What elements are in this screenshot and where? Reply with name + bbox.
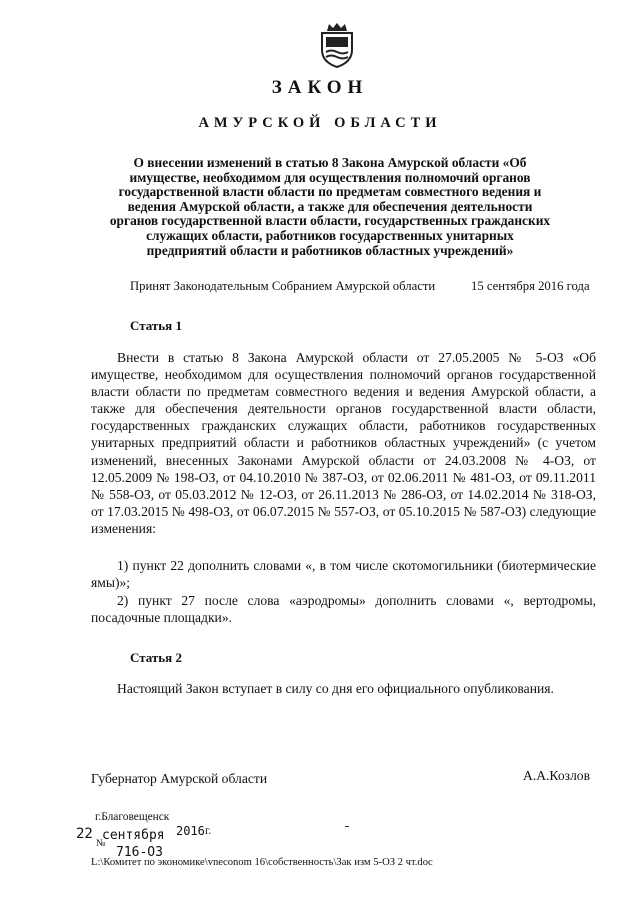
footer-number-sign: № xyxy=(96,838,106,849)
signature-position: Губернатор Амурской области xyxy=(91,771,268,786)
article-2-paragraph: Настоящий Закон вступает в силу со дня его официального опубликования. xyxy=(117,681,554,696)
footer-year: 2016 xyxy=(176,824,205,838)
article-1-heading: Статья 1 xyxy=(130,318,182,333)
article-1-paragraph: Внести в статью 8 Закона Амурской области от 27.05.2005 № 5-ОЗ «Об имуществе, необходимом для осуществления полномочий органов государственной власти области по предметам совместного ведения и ведения Амурской области, а также для обеспечения деятельности органов государственной власти области, государственных гражданских служащих области, работников государственных унитарных предприятий области и работников областных учреждений» (с учетом изменений, внесенных Законами Амурской области от 24.03.2008 № 4-ОЗ, от 12.05.2009 № 198-ОЗ, от 04.10.2010 № 387-ОЗ, от 02.06.2011 № 481-ОЗ, от 09.11.2011 № 558-ОЗ, от 05.03.2012 № 12-ОЗ, от 26.11.2013 № 286-ОЗ, от 14.02.2014 № 318-ОЗ, от 17.03.2015 № 498-ОЗ, от 06.07.2015 № 557-ОЗ, от 05.10.2015 № 587-ОЗ) следующие изменения: xyxy=(91,350,596,536)
footer-filepath: L:\Комитет по экономике\vneconom 16\собственность\Зак изм 5-ОЗ 2 чт.doc xyxy=(91,857,433,868)
document-title: ЗАКОН xyxy=(271,77,369,98)
article-1-item-1: 1) пункт 22 дополнить словами «, в том числе скотомогильники (биотермические ямы)»; xyxy=(91,558,596,591)
article-2-heading: Статья 2 xyxy=(130,650,182,665)
article-1-item-2: 2) пункт 27 после слова «аэродромы» дополнить словами «, вертодромы, посадочные площадки». xyxy=(91,593,596,626)
heading-line: органов государственной власти области, государственных гражданских xyxy=(109,213,551,229)
footer-law-number: 716-ОЗ xyxy=(116,845,163,860)
amur-coat-of-arms-icon xyxy=(318,20,356,68)
adopted-date: 15 сентября 2016 года xyxy=(471,279,590,293)
heading-line: имуществе, необходимом для осуществления полномочий органов xyxy=(129,169,531,185)
signature-name: А.А.Козлов xyxy=(523,768,590,783)
footer-year-suffix: г. xyxy=(205,825,212,837)
heading-line: ведения Амурской области, а также для обеспечения деятельности xyxy=(127,198,533,214)
heading-line: предприятий области и работников областных учреждений» xyxy=(146,242,514,258)
heading-line: О внесении изменений в статью 8 Закона Амурской области «Об xyxy=(133,155,527,170)
footer-month: сентября xyxy=(102,828,165,843)
stray-mark xyxy=(345,826,349,827)
footer-city: г.Благовещенск xyxy=(95,811,170,823)
law-heading xyxy=(82,156,578,258)
heading-line: служащих области, работников государственных унитарных xyxy=(146,227,514,243)
heading-line: государственной власти области по предметам совместного ведения и xyxy=(118,184,542,200)
region-title: АМУРСКОЙ ОБЛАСТИ xyxy=(198,115,442,131)
footer-day: 22 xyxy=(76,826,93,842)
adopted-by: Принят Законодательным Собранием Амурской области xyxy=(130,279,436,293)
